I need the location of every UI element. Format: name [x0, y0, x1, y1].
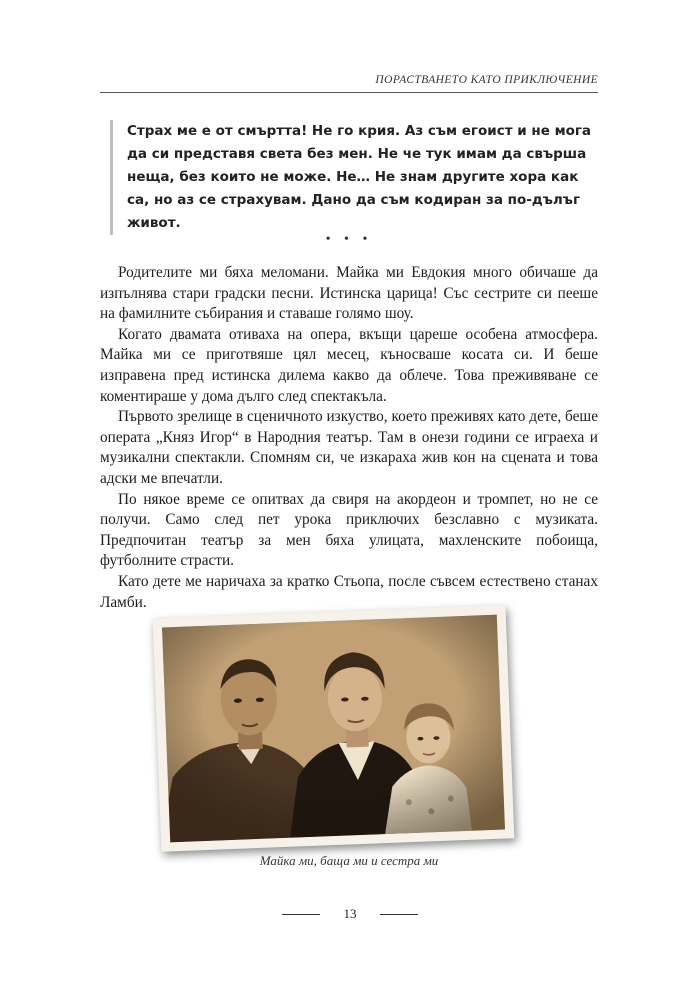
photo-caption: Майка ми, баща ми и сестра ми [259, 853, 439, 868]
scene-break: • • • [325, 232, 373, 247]
page-number: 13 [343, 906, 357, 921]
pull-quote: Страх ме е от смъртта! Не го крия. Аз съм егоист и не мога да си представя света без мен. Не че тук имам да свърша неща, без които не може. Не… Не знам другите хора как са, но аз се страхувам. Дано да съм кодиран за по-дълъг живот. [110, 120, 595, 235]
folio-rule-right [380, 914, 418, 915]
header-rule [100, 92, 598, 93]
family-photo-illustration [162, 615, 505, 843]
family-photo-frame [153, 605, 515, 851]
family-photo [162, 615, 505, 843]
running-header: ПОРАСТВАНЕТО КАТО ПРИКЛЮЧЕНИЕ [375, 74, 598, 86]
paragraph: Като дете ме наричаха за кратко Стьопа, после съвсем естествено станах Ламби. [100, 572, 598, 611]
paragraph: Първото зрелище в сценичното изкуство, което преживях като дете, беше операта „Княз Игор“ в Народния театър. Там в онези години се играеха и музикални спектакли. Спомням си, че изкараха жив кон на сцената и това адски ме впечатли. [100, 408, 598, 487]
paragraph: По някое време се опитвах да свиря на акордеон и тромпет, но не се получи. Само след пет урока приключих безславно с музиката. Предпочитан театър за мен бяха улицата, махленските побоища, футболните страсти. [100, 490, 598, 570]
body-text [100, 263, 598, 613]
paragraph: Родителите ми бяха меломани. Майка ми Евдокия много обичаше да изпълнява стари градски песни. Истинска царица! Със сестрите си пееше на фамилните събирания и ставаше голямо шоу. [100, 264, 598, 323]
paragraph: Когато двамата отиваха на опера, вкъщи цареше особена атмосфера. Майка ми се приготвяше цял месец, къносваше косата си. И беше изправена пред истинска дилема какво да облече. Това преживяване се коментираше у дома дълго след спектакъла. [100, 325, 598, 405]
page-footer [200, 906, 500, 922]
